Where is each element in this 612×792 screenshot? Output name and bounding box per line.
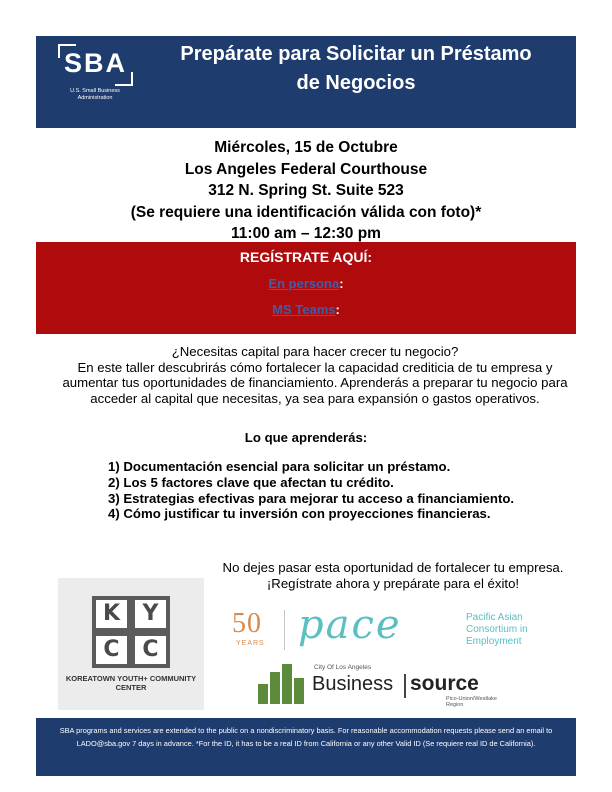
pace-years-label: YEARS xyxy=(236,640,265,647)
page-title-line1: Prepárate para Solicitar un Préstamo xyxy=(180,43,532,65)
colon: : xyxy=(335,302,340,317)
business-source-logo xyxy=(254,662,514,706)
page-title-line2: de Negocios xyxy=(296,72,416,94)
header-banner xyxy=(36,36,576,128)
intro-section xyxy=(58,344,572,406)
kycc-letter: C xyxy=(92,632,131,668)
event-details xyxy=(36,137,576,245)
learn-item: 4) Cómo justificar tu inversión con proyecciones financieras. xyxy=(108,506,491,522)
kycc-letter: Y xyxy=(131,596,170,632)
sba-logo-mark xyxy=(58,44,133,80)
event-time: 11:00 am – 12:30 pm xyxy=(231,225,381,242)
page-title xyxy=(136,40,576,98)
event-date: Miércoles, 15 de Octubre xyxy=(214,139,398,156)
sba-logo xyxy=(58,44,132,102)
learn-item: 3) Estrategias efectivas para mejorar tu acceso a financiamiento. xyxy=(108,490,515,506)
event-address: 312 N. Spring St. Suite 523 xyxy=(208,182,404,199)
logo-bracket-icon xyxy=(58,44,76,58)
bizsource-city: City Of Los Angeles xyxy=(314,664,372,671)
kycc-name: KOREATOWN YOUTH+ COMMUNITY CENTER xyxy=(65,674,197,692)
bizsource-business: Business xyxy=(312,673,394,695)
building-icon xyxy=(282,664,292,704)
bizsource-source: source xyxy=(410,672,479,695)
kycc-logo xyxy=(58,578,204,710)
footer-disclaimer xyxy=(36,718,576,776)
in-person-link[interactable]: En persona xyxy=(268,276,340,291)
sba-logo-text: SBA xyxy=(64,48,128,78)
pace-wordmark: pace xyxy=(298,602,402,648)
pace-50-mark: 50 xyxy=(232,608,262,639)
footer-text: SBA programs and services are extended to the public on a nondiscriminatory basis. For reasonable accommodation requests please send an email to LADO@sba.gov 7 days in advance. *For the ID, it has to be a real ID from California or any other Valid ID (Se requiere real ID de California). xyxy=(59,726,553,748)
learn-item: 1) Documentación esencial para solicitar un préstamo. xyxy=(108,459,451,474)
building-icon xyxy=(258,684,268,704)
registration-heading: REGÍSTRATE AQUÍ: xyxy=(239,249,373,265)
bizsource-region: Pico-Union/Westlake Region xyxy=(446,696,497,708)
pace-org-name: Pacific Asian Consortium in Employment xyxy=(466,612,528,647)
learn-heading: Lo que aprenderás: xyxy=(244,430,368,445)
intro-body: En este taller descubrirás cómo fortalecer la capacidad crediticia de tu empresa y aumentar tus oportunidades de financiamiento. Aprenderás a preparar tu negocio para acceder al capital que necesitas, ya sea para expansión o gastos operativos. xyxy=(62,359,568,406)
intro-question: ¿Necesitas capital para hacer crecer tu negocio? xyxy=(171,344,459,359)
registration-panel xyxy=(36,242,576,334)
learn-item: 2) Los 5 factores clave que afectan tu crédito. xyxy=(108,474,394,490)
pace-logo xyxy=(230,602,560,654)
event-venue: Los Angeles Federal Courthouse xyxy=(184,160,428,178)
building-icon xyxy=(270,672,280,704)
kycc-mark xyxy=(92,596,170,668)
logo-bracket-icon xyxy=(115,72,133,86)
kycc-letter: C xyxy=(131,632,170,668)
registration-teams-row xyxy=(36,302,576,317)
kycc-letter: K xyxy=(92,596,131,632)
colon: : xyxy=(339,276,344,291)
pace-divider xyxy=(284,610,285,650)
building-icon xyxy=(294,678,304,704)
call-to-action: No dejes pasar esta oportunidad de fortalecer tu empresa. ¡Regístrate ahora y prepárate para el éxito! xyxy=(222,560,564,591)
ms-teams-link[interactable]: MS Teams xyxy=(272,302,336,317)
event-id-note: (Se requiere una identificación válida con foto)* xyxy=(130,203,482,221)
sba-logo-subtitle: U.S. Small Business Administration xyxy=(70,88,120,101)
registration-in-person-row xyxy=(36,276,576,291)
learn-list xyxy=(108,459,568,522)
bizsource-divider xyxy=(404,674,406,698)
